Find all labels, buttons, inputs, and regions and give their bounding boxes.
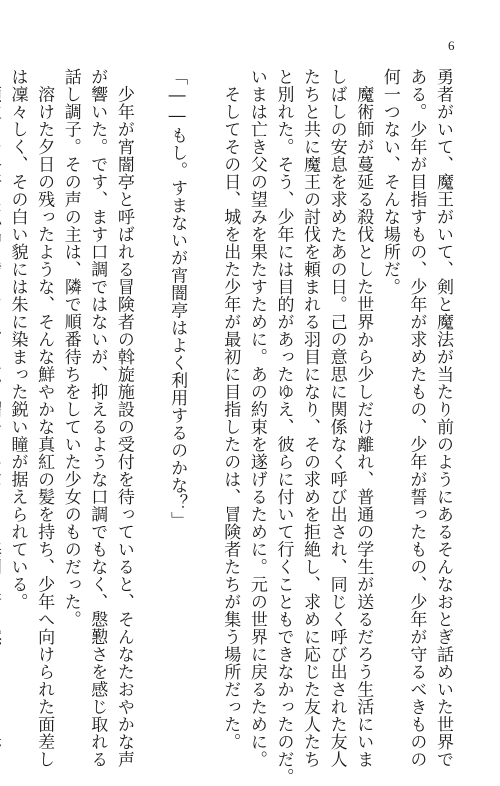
text-line: 溶けた夕日の残ったような、そんな鮮やかな真紅の髪を持ち、少年へ向けられた面差し [34,68,55,768]
novel-text-body [0,68,456,786]
text-line: しばしの安息を求めたあの日。己の意思に関係なく呼び出され、同じく呼び出された友人 [326,68,347,768]
text-line: 話し調子。その声の主は、隣で順番待ちをしていた少女のものだった。 [60,68,81,628]
text-line [0,68,4,668]
page-number: 6 [448,38,455,53]
text-line: 何一つない、そんな場所だ。 [379,68,400,296]
text-line: は凜々しく、その白い貌には朱に染まった鋭い瞳が据えられている。 [7,68,28,611]
text-line: が響いた。です、ます口調ではないが、抑えるような口調でもなく、慇懃さを感じ取れる [87,68,108,768]
blank-line [190,68,217,668]
text-line: 魔術師が蔓延る殺伐とした世界から少しだけ離れ、普通の学生が送るだろう生活にいま [353,68,374,768]
blank-line [137,68,164,668]
dialogue-line: 「――もし。すまないが宵闇亭はよく利用するのかな？」 [167,68,188,529]
text-line: ある。少年が目指すもの、少年が求めたもの、少年が誓ったもの、少年が守るべきものの [406,68,427,768]
text-line: 少年が宵闇亭と呼ばれる冒険者の斡旋施設の受付を待っていると、そんなたおやかな声 [113,68,134,768]
text-line: いまは亡き父の望みを果たすために。あの約束を遂げるために。元の世界に戻るために。 [246,68,267,768]
text-line: そしてその日、城を出た少年が最初に目指したのは、冒険者たちが集う場所だった。 [220,68,241,751]
text-line: と別れた。そう、少年には目的があったゆえ、彼らに付いて行くこともできなかったのだ。 [273,68,294,786]
text-line: 勇者がいて、魔王がいて、剣と魔法が当たり前のようにあるそんなおとぎ話めいた世界で [433,68,453,768]
text-line: たちと共に魔王の討伐を頼まれる羽目になり、その求めを拒絶し、求めに応じた友人たち [300,68,321,768]
